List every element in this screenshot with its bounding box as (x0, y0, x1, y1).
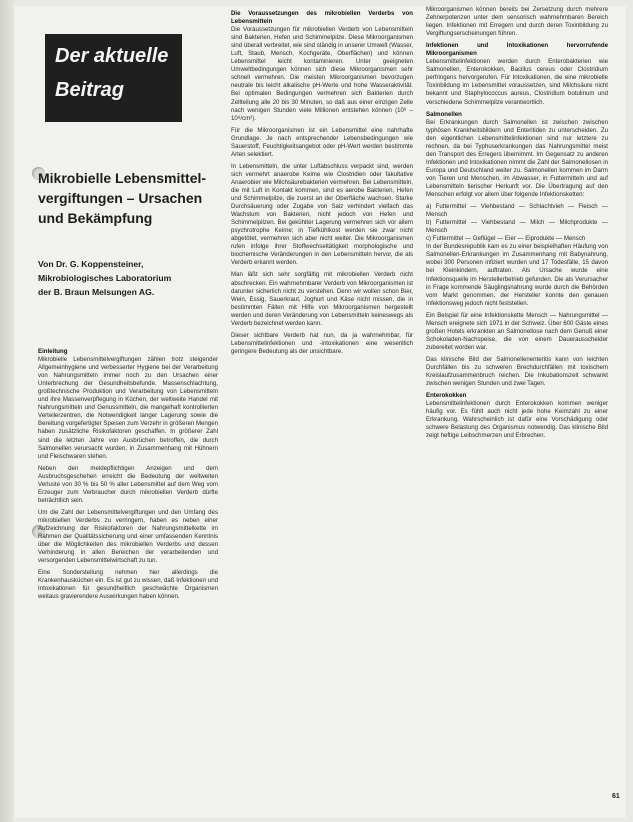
section-heading: Enterokokken (426, 392, 467, 400)
title-line: Mikrobielle Lebensmittel- (38, 170, 207, 186)
section-heading: Salmonellen (426, 110, 462, 118)
paragraph: Das klinische Bild der Salmonellenenteritis kann von leichten Durchfällen bis zu schweren Brechdurchfällen mit toxischem Kreislaufzusammenbruch reichen. Die Inkubationszeit schwankt zwischen wenigen Stunden und zwei Tagen. (426, 355, 608, 388)
paragraph: Die Voraussetzungen für mikrobiellen Verderb von Lebensmitteln sind Bakterien, Hefen und Schimmelpilze. Diese Mikroorganismen sind überall verbreitet, wie sind ständig in unserer Umwelt (Wasser, Luft, Staub, Mensch, Kochgeräte, Oberflächen) und können Lebensmittel leicht kontaminieren. Unter geeigneten Umweltbedingungen können sich diese Mikroorganismen sehr schnell vermehren. Die meisten Mikroorganismen bevorzugen neutrale bis leicht alkalische pH-Werte und hohe Wasseraktivität. Bei optimalen Bedingungen vermehren sich Bakterien durch Zellteilung alle 20 bis 30 Minuten, so daß aus einer einzigen Zelle nach wenigen Stunden viele Millionen entstehen können (10⁶ – 10⁸/cm²). (231, 26, 413, 122)
text-column-middle (231, 6, 413, 360)
section-banner (45, 34, 182, 122)
text-column-left (38, 344, 218, 605)
page-number: 61 (612, 793, 620, 800)
paragraph: Für die Mikroorganismen ist ein Lebensmittel eine nahrhafte Grundlage. Je nach entsprechender Lebensbedingungen wie Sauerstoff, Feuchtigkeitsangebot oder pH-Wert werden bestimmte Arten selektiert. (231, 126, 413, 158)
title-line: vergiftungen – Ursachen (38, 190, 203, 206)
page-spine-shadow (0, 0, 14, 822)
byline-line: Von Dr. G. Koppensteiner, (38, 259, 144, 269)
section-heading: Einleitung (38, 348, 68, 355)
paragraph: In Lebensmitteln, die unter Luftabschluss verpackt sind, werden sich vermehrt anaerobe Keime wie Clostridien oder fakultative Anaerobier wie Milchsäurebakterien vermehren. Bei Lebensmitteln, die mit Luft in Kontakt kommen, sind es aerobe Bakterien, Hefen und Schimmelpilze, die zuerst an der Oberfläche wachsen. Starke Durchsäuerung oder Zugabe von Salz verhindert vielfach das Wachstum von Bakterien, nicht jedoch von Hefen und Schimmelpilzen. Bei gekühlter Lagerung vermehren sich vor allem psychrotrophe Keime; in Tiefkühlkost werden sie zwar nicht abgetötet, vermehren sich aber nicht weiter. Die Mikroorganismen rufen infolge ihrer Stoffwechseltätigkeit morphologische und biochemische Veränderungen in den Lebensmitteln hervor, die als Verderb erkannt werden. (231, 162, 413, 267)
paragraph: Um die Zahl der Lebensmittelvergiftungen und den Umfang des mikrobiellen Verderbs zu verringern, haben es neben einer Aufzeichnung der Risikofaktoren der Nahrungsmittelkette im Rahmen der Qualitätssicherung und einer umfassenden Kenntnis über die Möglichkeiten des mikrobiellen Verderbs und dessen Verhinderung in allen Bereichen der verarbeitenden und versorgenden Lebensmittelwirtschaft zu tun. (38, 508, 218, 565)
banner-line-1: Der aktuelle (55, 45, 169, 67)
list-item: c) Futtermittel — Geflügel — Eier — Eiprodukte — Mensch (426, 235, 586, 243)
paragraph: Eine Sonderstellung nehmen hier allerdings die Krankenhausküchen ein. Es ist gut zu wissen, daß Infektionen und Intoxikationen für gesundheitlich geschwächte Organismen weitaus gravierendere Auswirkungen haben können. (38, 569, 218, 601)
article-title (38, 168, 223, 228)
paragraph: Mikroorganismen können bereits bei Zersetzung durch mehrere Zehnerpotenzen unter dem sensorisch wahrnehmbaren Bereich liegen. Infektionen mit Erregern und durch deren Toxinbildung zu Vergiftungserscheinungen führen. (426, 6, 608, 38)
paragraph: Dieser sichtbare Verderb hat nun, da ja wahrnehmbar, für Lebensmittelinfektionen und -intoxikationen eine wesentlich geringere Bedeutung als der unsichtbare. (231, 331, 413, 355)
byline-line: der B. Braun Melsungen AG. (38, 287, 155, 297)
paragraph: Man läßt sich sehr sorgfältig mit mikrobiellen Verderb nicht abschrecken. Ein wahrnehmbarer Verderb von Mikroorganismen ist darunter sicherlich nicht zu verstehen. Denn wir wollen schon Bier, Wein, Essig, Sauerkraut, Joghurt und Käse nicht missen, die in bestimmten Fällen mit Hilfe von Mikroorganismen hergestellt werden und deren Veränderung von Lebensmitteln keineswegs als Verderb bezeichnet werden kann. (231, 271, 413, 327)
section-heading: Die Voraussetzungen des mikrobiellen Verderbs von Lebensmitteln (231, 10, 413, 26)
paragraph: In der Bundesrepublik kam es zu einer beispielhaften Häufung von Salmonellen-Erkrankungen im Zusammenhang mit Babynahrung, wobei 300 Personen infiziert wurden und 17 Todesfälle, 15 davon bei Kleinkindern, auftraten. Als Ursache wurde eine Infektionsquelle im Herstellerbetrieb gefunden. Die als Verursacher in Frage kommende Säuglingsnahrung wurde durch die Behörden vom Markt genommen, der Hersteller konnte den genauen Infektionsweg jedoch nicht feststellen. (426, 243, 608, 307)
title-line: und Bekämpfung (38, 210, 153, 226)
list-item: a) Futtermittel — Viehbestand — Schlachtvieh — Fleisch — Mensch (426, 203, 608, 219)
section-heading: Infektionen und Intoxikationen hervorrufende Mikroorganismen (426, 42, 608, 58)
paragraph: Neben den meldepflichtigen Anzeigen und dem Ausbruchsgeschehen erreicht die Bedeutung der weltweiten Verluste von 30 % bis 50 % aller Lebensmittel auf dem Weg vom Erzeuger zum Verbraucher durch mikrobiellen Verderb dürfte beträchtlich sein. (38, 464, 218, 504)
paragraph: Lebensmittelinfektionen werden durch Enterobakterien wie Salmonellen, Enterokokken, Bacillus cereus oder Clostridium perfringens hervorgerufen. Für Intoxikationen, die eine mikrobielle Toxinbildung im Lebensmittel voraussetzen, sind Milchsäure nicht bekannt und Staphylococcus aureus, Clostridium botulinum und verschiedene Schimmelpilze verantwortlich. (426, 58, 608, 106)
paragraph: Mikrobielle Lebensmittelvergiftungen zählen trotz steigender Allgemeinhygiene und verbesserter Hygiene bei der Verarbeitung von Nahrungsmitteln immer noch zu den Ursachen einer Unterbrechung der Gesundheitsbefunde. Massenschlachtung, großtechnische Produktion und Verarbeitung von Lebensmitteln und ihre Massenverpflegung in Küchen, der weltweite Handel mit Nahrungsmitteln und Genussmitteln, die mangelhaft kontrollierten Verteilerzentren, die Notwendigkeit langer Lagerung sowie die Bereitung vorgefertigter Speisen zum Verzehr in größeren Mengen haben zusätzliche Risikofaktoren geschaffen. In größerer Zahl sind die letzten Jahre von Ausbrüchen betroffen, die durch Salmonellen verursacht wurden, in Zusammenhang mit Hühnern und Fleischwaren stehen. (38, 356, 218, 460)
paragraph: Bei Erkrankungen durch Salmonellen ist zwischen zwischen typhösen Krankheitsbildern und Enteritiden zu unterscheiden. Zu den eigentlichen Lebensmittelinfektionen sind nur letztere zu rechnen, da bei Typhuserkrankungen das Nahrungsmittel meist den Transport des Erregers übernimmt. Im Gegensatz zu anderen Infektionen und Intoxikationen nimmt die Zahl der Salmonellosen in Europa und Deutschland weiter zu. Salmonellen kommen im Darm von Tieren und Menschen, im Abwasser, in Futtermitteln und auf Lebensmitteln tierischer Herkunft vor. Die Übertragung auf den Menschen erfolgt vor allem über folgende Infektionsketten: (426, 118, 608, 199)
paragraph: Ein Beispiel für eine Infektionskette Mensch — Nahrungsmittel — Mensch ereignete sich 1971 in der Schweiz. Über 600 Gäste eines großen Hotels erkrankten an Salmonellose nach dem Genuß einer Schokoladen-Nachspeise, die von einem Dauerausscheider zubereitet worden war. (426, 311, 608, 351)
author-byline (38, 257, 223, 299)
text-column-right (426, 6, 608, 444)
paragraph: Lebensmittelinfektionen durch Enterokokken kommen weniger häufig vor. Es fühlt auch nicht jede hohe Keimzahl zu einer Erkrankung. Wahrscheinlich ist dafür eine Vorschädigung oder schwere Belastung des Organismus notwendig. Das klinische Bild zeigt heftige Leibschmerzen und Erbrechen. (426, 400, 608, 440)
byline-line: Mikrobiologisches Laboratorium (38, 273, 172, 283)
list-item: b) Futtermittel — Viehbestand — Milch — Milchprodukte — Mensch (426, 219, 608, 235)
banner-line-2: Beitrag (55, 79, 124, 101)
